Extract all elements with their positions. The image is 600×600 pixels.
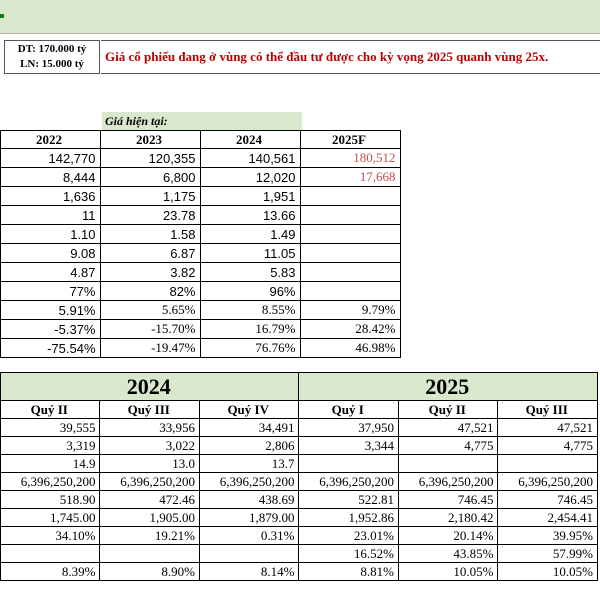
table-cell: 16.79% xyxy=(200,320,300,339)
quarter-header: Quý IV xyxy=(199,401,299,419)
table-cell: 1,175 xyxy=(100,187,200,206)
year-2025-header: 2025 xyxy=(299,373,598,401)
table-cell: -19.47% xyxy=(100,339,200,358)
table-cell: 9.79% xyxy=(300,301,400,320)
table-cell: 140,561 xyxy=(200,149,300,168)
table-cell: 0.31% xyxy=(199,527,299,545)
table-cell xyxy=(300,187,400,206)
table-row xyxy=(0,301,400,320)
table-cell xyxy=(299,455,399,473)
col-header-2024: 2024 xyxy=(200,131,300,149)
table-cell: 5.91% xyxy=(0,301,100,320)
table-cell: 2,454.41 xyxy=(498,509,598,527)
table-row xyxy=(0,225,400,244)
quarter-header: Quý I xyxy=(299,401,399,419)
table-cell: 518.90 xyxy=(0,491,100,509)
table-row xyxy=(0,545,598,563)
quarter-header: Quý III xyxy=(498,401,598,419)
table-cell: 2,806 xyxy=(199,437,299,455)
top-banner xyxy=(0,0,600,34)
table-cell: 6,396,250,200 xyxy=(299,473,399,491)
table-cell: 8.39% xyxy=(0,563,100,581)
table-cell: 33,956 xyxy=(100,419,200,437)
table-cell: -75.54% xyxy=(0,339,100,358)
table-cell: 3,319 xyxy=(0,437,100,455)
table-cell: 8.55% xyxy=(200,301,300,320)
table-cell: 10.05% xyxy=(398,563,498,581)
table-cell: 1,951 xyxy=(200,187,300,206)
table-cell: 23.78 xyxy=(100,206,200,225)
table-cell: 11.05 xyxy=(200,244,300,263)
table-cell xyxy=(0,545,100,563)
table-row xyxy=(0,437,598,455)
table-cell: 12,020 xyxy=(200,168,300,187)
table-cell: 14.9 xyxy=(0,455,100,473)
table-row xyxy=(0,320,400,339)
table-cell: 16.52% xyxy=(299,545,399,563)
table-row xyxy=(0,509,598,527)
quarter-header: Quý III xyxy=(100,401,200,419)
table-row xyxy=(0,149,400,168)
table-cell: 1.58 xyxy=(100,225,200,244)
quarterly-header-row xyxy=(0,401,598,419)
table-cell: 1,905.00 xyxy=(100,509,200,527)
table-cell: 472.46 xyxy=(100,491,200,509)
table-row xyxy=(0,563,598,581)
table-cell: 4.87 xyxy=(0,263,100,282)
table-cell xyxy=(300,225,400,244)
current-price-label: Giá hiện tại: xyxy=(102,112,302,130)
table-cell: 438.69 xyxy=(199,491,299,509)
table-cell: 11 xyxy=(0,206,100,225)
table-cell: -5.37% xyxy=(0,320,100,339)
table-cell: 8.14% xyxy=(199,563,299,581)
profit-target: LN: 15.000 tỷ xyxy=(20,58,84,70)
table-cell: 34,491 xyxy=(199,419,299,437)
table-row xyxy=(0,282,400,301)
table-cell: 746.45 xyxy=(398,491,498,509)
table-cell: 6,800 xyxy=(100,168,200,187)
annual-header-row xyxy=(0,131,400,149)
table-cell: 20.14% xyxy=(398,527,498,545)
table-row xyxy=(0,419,598,437)
table-cell: 3.82 xyxy=(100,263,200,282)
table-row xyxy=(0,206,400,225)
valuation-note: Giá cổ phiếu đang ở vùng có thể đầu tư được cho kỳ vọng 2025 quanh vùng 25x. xyxy=(101,40,600,74)
table-row xyxy=(0,263,400,282)
col-header-2025f: 2025F xyxy=(300,131,400,149)
table-cell: 6,396,250,200 xyxy=(498,473,598,491)
table-cell: 37,950 xyxy=(299,419,399,437)
table-cell: 1,952.86 xyxy=(299,509,399,527)
table-row xyxy=(0,244,400,263)
table-cell: 522.81 xyxy=(299,491,399,509)
table-cell: 3,344 xyxy=(299,437,399,455)
table-cell: 43.85% xyxy=(398,545,498,563)
table-cell: 6.87 xyxy=(100,244,200,263)
table-cell xyxy=(300,244,400,263)
table-cell: 8.90% xyxy=(100,563,200,581)
table-cell: 4,775 xyxy=(498,437,598,455)
annual-table xyxy=(0,130,401,358)
table-cell: 39.95% xyxy=(498,527,598,545)
table-cell: 6,396,250,200 xyxy=(199,473,299,491)
table-cell: 13.7 xyxy=(199,455,299,473)
table-cell: 5.83 xyxy=(200,263,300,282)
table-cell: 96% xyxy=(200,282,300,301)
table-row xyxy=(0,473,598,491)
table-cell: 1,745.00 xyxy=(0,509,100,527)
col-header-2023: 2023 xyxy=(100,131,200,149)
table-cell: 9.08 xyxy=(0,244,100,263)
table-cell: 4,775 xyxy=(398,437,498,455)
table-cell: 8,444 xyxy=(0,168,100,187)
table-row xyxy=(0,339,400,358)
col-header-2022: 2022 xyxy=(0,131,100,149)
table-cell: 1.10 xyxy=(0,225,100,244)
table-cell: 47,521 xyxy=(498,419,598,437)
green-marker xyxy=(0,14,4,18)
table-cell: 19.21% xyxy=(100,527,200,545)
quarterly-year-row xyxy=(0,373,598,401)
table-cell: 6,396,250,200 xyxy=(0,473,100,491)
table-cell: 1.49 xyxy=(200,225,300,244)
table-cell: 76.76% xyxy=(200,339,300,358)
table-row xyxy=(0,168,400,187)
table-cell: 39,555 xyxy=(0,419,100,437)
table-row xyxy=(0,491,598,509)
table-cell: 82% xyxy=(100,282,200,301)
table-cell: 47,521 xyxy=(398,419,498,437)
table-cell: 6,396,250,200 xyxy=(398,473,498,491)
table-cell: 3,022 xyxy=(100,437,200,455)
table-cell: 13.0 xyxy=(100,455,200,473)
revenue-target: DT: 170.000 tỷ xyxy=(17,43,87,55)
table-cell: 746.45 xyxy=(498,491,598,509)
table-cell: 17,668 xyxy=(300,168,400,187)
table-cell: 46.98% xyxy=(300,339,400,358)
table-cell: 28.42% xyxy=(300,320,400,339)
table-cell: 34.10% xyxy=(0,527,100,545)
year-2024-header: 2024 xyxy=(0,373,299,401)
quarter-header: Quý II xyxy=(0,401,100,419)
table-cell: 5.65% xyxy=(100,301,200,320)
table-cell: 23.01% xyxy=(299,527,399,545)
table-row xyxy=(0,527,598,545)
table-row xyxy=(0,187,400,206)
quarter-header: Quý II xyxy=(398,401,498,419)
table-cell: 10.05% xyxy=(498,563,598,581)
table-cell xyxy=(100,545,200,563)
table-cell: 180,512 xyxy=(300,149,400,168)
table-cell: 142,770 xyxy=(0,149,100,168)
table-cell: -15.70% xyxy=(100,320,200,339)
table-cell: 120,355 xyxy=(100,149,200,168)
quarterly-table xyxy=(0,372,598,581)
table-cell xyxy=(300,263,400,282)
target-metrics-box xyxy=(4,40,100,74)
table-row xyxy=(0,455,598,473)
table-cell: 2,180.42 xyxy=(398,509,498,527)
table-cell: 57.99% xyxy=(498,545,598,563)
table-cell: 8.81% xyxy=(299,563,399,581)
table-cell: 13.66 xyxy=(200,206,300,225)
table-cell: 1,636 xyxy=(0,187,100,206)
table-cell: 77% xyxy=(0,282,100,301)
table-cell: 1,879.00 xyxy=(199,509,299,527)
table-cell xyxy=(300,206,400,225)
table-cell xyxy=(398,455,498,473)
table-cell xyxy=(199,545,299,563)
table-cell xyxy=(498,455,598,473)
table-cell: 6,396,250,200 xyxy=(100,473,200,491)
table-cell xyxy=(300,282,400,301)
